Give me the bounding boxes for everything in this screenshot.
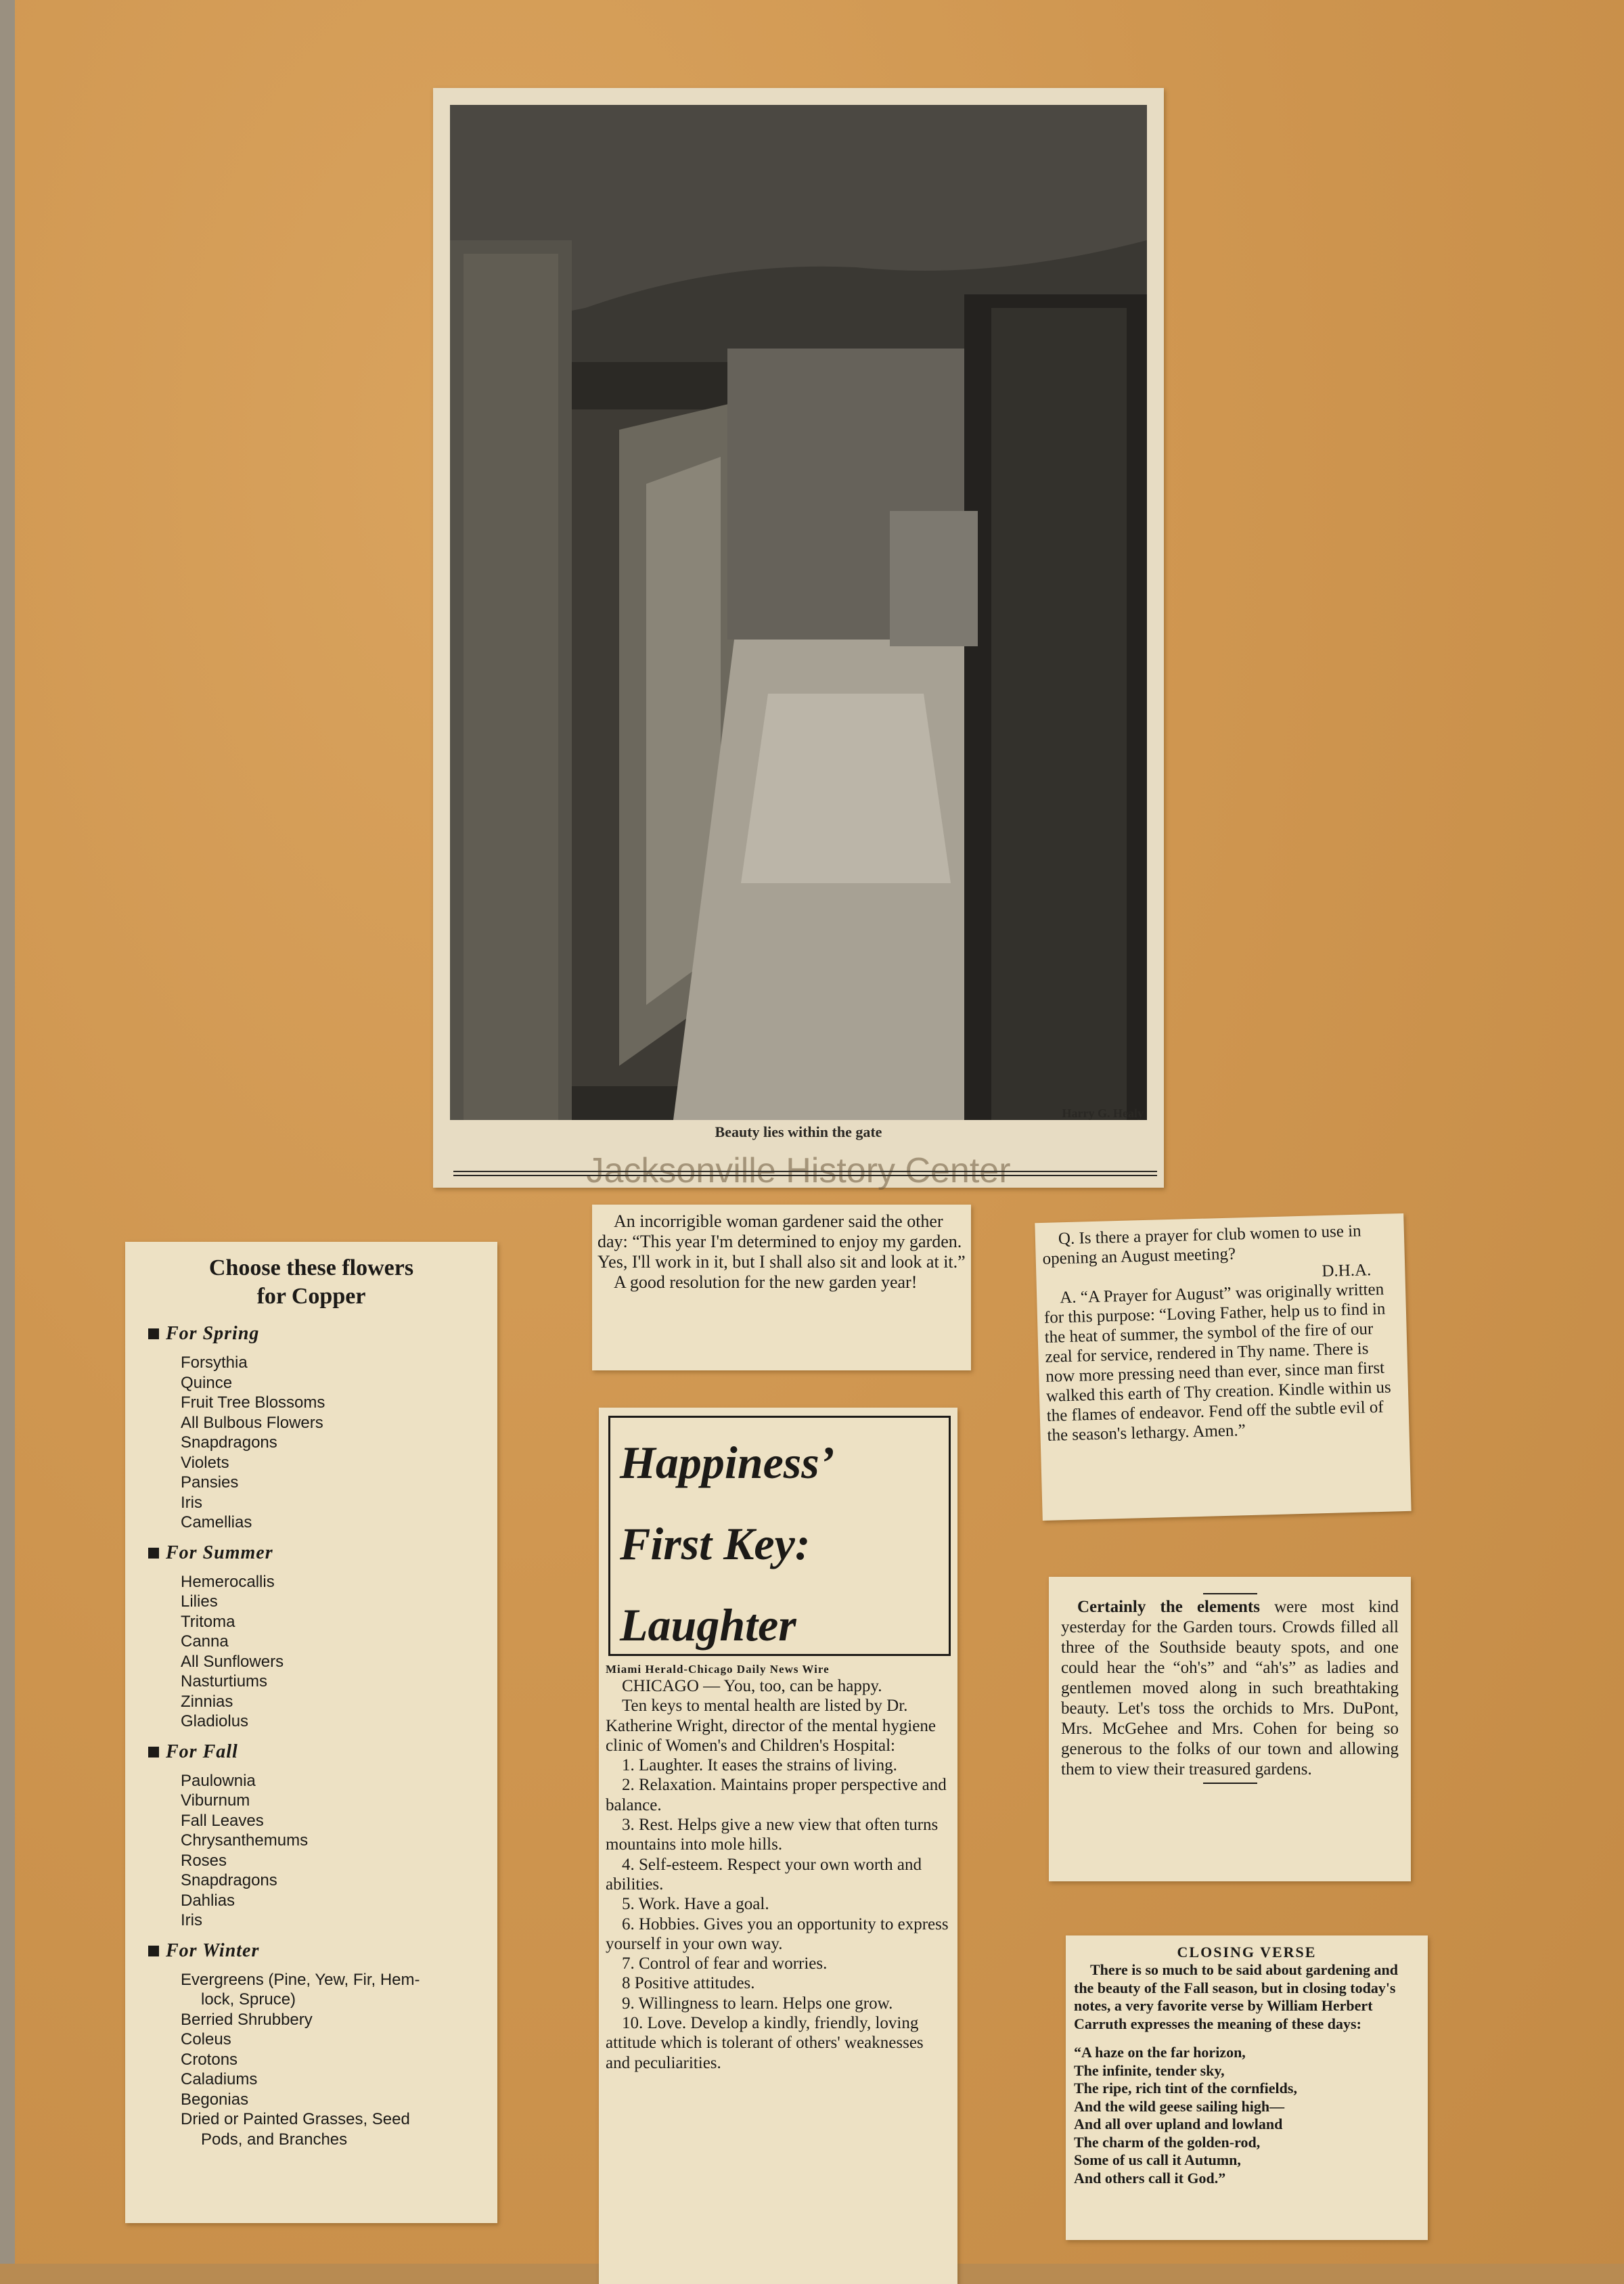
flower-item: Canna xyxy=(181,1632,229,1651)
season-label: For Summer xyxy=(166,1542,273,1563)
prayer-question: Q. Is there a prayer for club women to use in opening an August meeting? xyxy=(1042,1222,1361,1268)
season-heading xyxy=(148,1323,482,1345)
flower-item: Caladiums xyxy=(181,2070,258,2088)
key-item: 3. Rest. Helps give a new view that often turns mountains into mole hills. xyxy=(606,1816,939,1854)
key-item: 8 Positive attitudes. xyxy=(622,1974,755,1993)
garden-gate-illustration xyxy=(450,105,1147,1120)
elements-lead: Certainly the elements xyxy=(1077,1598,1260,1616)
prayer-clipping xyxy=(1035,1213,1411,1521)
flower-item: Crotons xyxy=(181,2050,238,2069)
elements-clipping xyxy=(1049,1577,1411,1881)
key-item: 7. Control of fear and worries. xyxy=(622,1954,828,1973)
season-heading xyxy=(148,1542,482,1564)
flower-item: Fruit Tree Blossoms xyxy=(181,1393,325,1412)
flower-title-line-1: Choose these flowers xyxy=(208,1255,414,1280)
flower-item: Coleus xyxy=(181,2030,231,2048)
verse-line: “A haze on the far horizon, xyxy=(1074,2044,1246,2061)
bullet-square-icon xyxy=(148,1328,159,1339)
flower-item: Gladiolus xyxy=(181,1712,249,1730)
flower-item: All Sunflowers xyxy=(181,1652,284,1671)
happiness-intro: Ten keys to mental health are listed by Dr. Katherine Wright, director of the mental hygiene clinic of Women's and Children's Hospital: xyxy=(606,1697,936,1755)
flower-item: Lilies xyxy=(181,1592,218,1611)
flower-item: Viburnum xyxy=(181,1791,250,1810)
flower-item: Begonias xyxy=(181,2090,249,2109)
elements-paragraph xyxy=(1061,1597,1399,1780)
verse-line: Some of us call it Autumn, xyxy=(1074,2151,1241,2168)
key-item: 1. Laughter. It eases the strains of living. xyxy=(622,1756,897,1775)
elements-text: were most kind yesterday for the Garden tours. Crowds filled all three of the Southside beauty spots, and one could hear the “oh's” and “ah's” as ladies and gentlemen moved along in such breathtaking beauty. Let's toss the orchids to Mrs. DuPont, Mrs. McGehee and Mrs. Cohen for being so generous to the folks of our town and allowing them to view their treasured gardens. xyxy=(1061,1598,1399,1778)
season-label: For Spring xyxy=(166,1323,260,1344)
flower-item: Snapdragons xyxy=(181,1433,277,1452)
prayer-answer: A. “A Prayer for August” was originally written for this purpose: “Loving Father, help us to find in the heat of summer, the symbol of the fire of our zeal for service, rendered in Thy name. There is now more pressing need than ever, since man first walked this earth of Thy creation. Kindle within us the flames of endeavor. Fend off the subtle evil of the season's lethargy. Amen.” xyxy=(1043,1280,1392,1445)
caption-rule xyxy=(453,1171,1157,1176)
flower-item: Iris xyxy=(181,1493,202,1512)
closing-intro: There is so much to be said about gardening and the beauty of the Fall season, but in closing today's notes, a very favorite verse by William Herbert Carruth expresses the meaning of these days: xyxy=(1074,1961,1398,2032)
flower-item: Violets xyxy=(181,1453,229,1472)
flower-item: Tritoma xyxy=(181,1612,235,1631)
flower-item: Hemerocallis xyxy=(181,1572,275,1591)
photo-credit: Harry G. Healy xyxy=(1062,1106,1144,1120)
headline-line-1: Happiness’ xyxy=(620,1437,835,1488)
happiness-headline xyxy=(608,1416,951,1656)
key-item: 6. Hobbies. Gives you an opportunity to express yourself in your own way. xyxy=(606,1914,949,1953)
headline-line-2: First Key: xyxy=(620,1518,811,1569)
season-label: For Fall xyxy=(166,1741,238,1762)
bullet-square-icon xyxy=(148,1548,159,1559)
verse-line: The charm of the golden-rod, xyxy=(1074,2133,1261,2151)
happiness-lead: CHICAGO — You, too, can be happy. xyxy=(622,1677,882,1695)
flower-item: Berried Shrubbery xyxy=(181,2010,313,2029)
season-lists xyxy=(140,1323,482,2149)
verse-line: And the wild geese sailing high— xyxy=(1074,2097,1285,2115)
wire-credit: Miami Herald-Chicago Daily News Wire xyxy=(606,1663,830,1676)
gardener-paragraph-1: An incorrigible woman gardener said the other day: “This year I'm determined to enjoy my garden. Yes, I'll work in it, but I shall also sit and look at it.” xyxy=(597,1211,966,1272)
garden-gate-photo xyxy=(450,105,1147,1120)
season-heading xyxy=(148,1741,482,1763)
key-item: 2. Relaxation. Maintains proper perspective and balance. xyxy=(606,1776,947,1814)
bottom-rule xyxy=(1203,1783,1257,1784)
flower-item: Dahlias xyxy=(181,1891,235,1910)
watermark: Jacksonville History Center xyxy=(586,1151,1011,1190)
happiness-clipping xyxy=(599,1408,957,2284)
closing-verse-clipping xyxy=(1066,1935,1428,2240)
photo-clipping xyxy=(433,88,1164,1188)
flower-item: Roses xyxy=(181,1851,227,1870)
closing-verse-title: CLOSING VERSE xyxy=(1177,1944,1317,1961)
season-label: For Winter xyxy=(166,1940,260,1961)
prayer-signature: D.H.A. xyxy=(1322,1261,1372,1281)
gardener-clipping xyxy=(592,1205,971,1370)
flower-list-clipping xyxy=(125,1242,497,2223)
keys-list xyxy=(606,1755,951,2073)
key-item: 10. Love. Develop a kindly, friendly, loving attitude which is tolerant of others' weaknesses and peculiarities. xyxy=(606,2014,924,2072)
flower-item: Forsythia xyxy=(181,1353,248,1372)
key-item: 4. Self-esteem. Respect your own worth and abilities. xyxy=(606,1855,922,1894)
flower-item: Iris xyxy=(181,1911,202,1929)
flower-item: lock, Spruce) xyxy=(201,1990,296,2009)
flower-item: Zinnias xyxy=(181,1692,233,1711)
flower-item: Chrysanthemums xyxy=(181,1831,309,1850)
verse-line: The infinite, tender sky, xyxy=(1074,2061,1225,2079)
bullet-square-icon xyxy=(148,1946,159,1956)
verse-line: And all over upland and lowland xyxy=(1074,2115,1283,2132)
photo-caption: Beauty lies within the gate xyxy=(715,1123,882,1140)
flower-item: Snapdragons xyxy=(181,1871,277,1889)
flower-item: Nasturtiums xyxy=(181,1672,268,1690)
flower-item: Paulownia xyxy=(181,1771,256,1790)
verse-lines xyxy=(1074,2044,1420,2187)
flower-item: Quince xyxy=(181,1373,233,1392)
flower-item: All Bulbous Flowers xyxy=(181,1413,323,1432)
bullet-square-icon xyxy=(148,1747,159,1757)
gardener-paragraph-2: A good resolution for the new garden year! xyxy=(614,1272,918,1292)
key-item: 5. Work. Have a goal. xyxy=(622,1895,769,1914)
headline-line-3: Laughter xyxy=(620,1599,796,1651)
flower-item: Pansies xyxy=(181,1473,239,1492)
verse-line: And others call it God.” xyxy=(1074,2169,1226,2187)
flower-item: Fall Leaves xyxy=(181,1811,264,1830)
verse-line: The ripe, rich tint of the cornfields, xyxy=(1074,2080,1297,2097)
flower-item: Camellias xyxy=(181,1513,252,1531)
flower-item: Evergreens (Pine, Yew, Fir, Hem- xyxy=(181,1970,420,1989)
season-heading xyxy=(148,1940,482,1962)
flower-title-line-2: for Copper xyxy=(256,1284,366,1309)
key-item: 9. Willingness to learn. Helps one grow. xyxy=(622,1994,893,2013)
flower-item: Pods, and Branches xyxy=(201,2130,348,2149)
scrapbook-page-edge xyxy=(0,0,15,2284)
flower-list-title xyxy=(140,1254,482,1311)
top-rule xyxy=(1203,1593,1257,1594)
flower-item: Dried or Painted Grasses, Seed xyxy=(181,2110,410,2128)
